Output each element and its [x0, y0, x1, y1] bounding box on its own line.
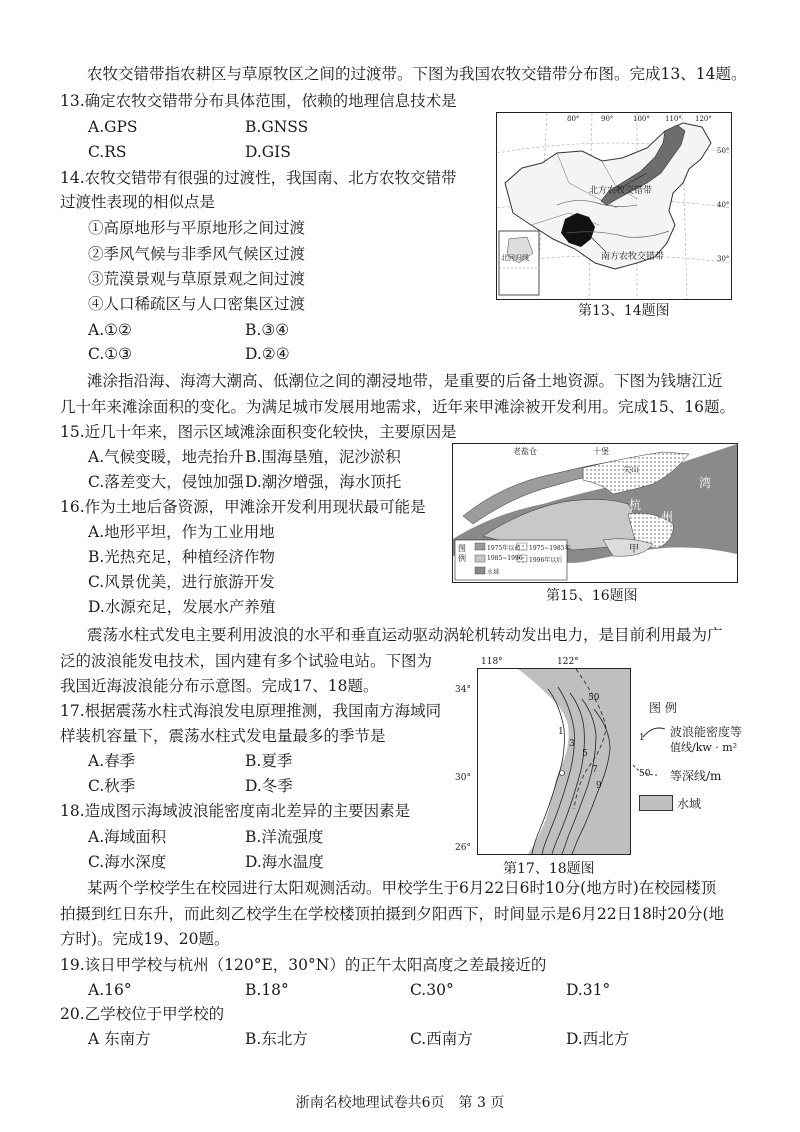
place-laoyancang: 老盐仓 — [513, 447, 537, 456]
q14-option-a: A.①② — [88, 321, 132, 339]
q17-option-a: A.春季 — [88, 752, 136, 770]
q20-option-b: B.东北方 — [245, 1030, 308, 1048]
intro-17-18-line1: 震荡水柱式发电主要利用波浪的水平和垂直运动驱动涡轮机转动发出电力，是目前利用最为广 — [87, 626, 723, 644]
q14-statement-2: ②季风气候与非季风气候区过渡 — [88, 245, 306, 263]
contour-1: 1 — [558, 727, 564, 737]
q14-option-d: D.②④ — [245, 345, 290, 363]
bay-label-wan: 湾 — [699, 476, 712, 490]
contour-9: 9 — [596, 781, 602, 791]
legend-post1996: 1996年以后 — [529, 557, 563, 564]
q14-option-b: B.③④ — [245, 321, 290, 339]
q20-option-c: C.西南方 — [410, 1030, 473, 1048]
q19-option-a: A.16° — [88, 981, 132, 999]
depth-50: 50 — [588, 693, 600, 703]
legend-water: 水域 — [487, 569, 500, 576]
lat-34: 34° — [455, 685, 471, 695]
q20-option-d: D.西北方 — [566, 1030, 630, 1048]
legend-1975-1985: 1975~1985年 — [529, 545, 571, 552]
jia-flat-label: 甲 — [629, 544, 639, 555]
intro-15-16-line1: 滩涂指沿海、海湾大潮高、低潮位之间的潮浸地带，是重要的后备土地资源。下图为钱塘江近 — [87, 372, 723, 390]
wave-energy-graphic — [478, 669, 630, 854]
legend-pre1975: 1975年以前 — [487, 545, 521, 552]
q17-option-b: B.夏季 — [245, 752, 293, 770]
lon-80: 80° — [567, 115, 580, 123]
q18-option-b: B.洋流强度 — [245, 828, 324, 846]
wave-map-frame — [477, 668, 631, 855]
place-jianshan: 尖山 — [623, 465, 639, 474]
q13-option-c: C.RS — [88, 143, 127, 161]
q17-stem-line1: 17.根据震荡水柱式海浪发电原理推测，我国南方海域同 — [60, 702, 442, 720]
q13-stem: 13.确定农牧交错带分布具体范围，依赖的地理信息技术是 — [60, 92, 457, 110]
map3-caption: 第17、18题图 — [503, 861, 595, 877]
q14-statement-3: ③荒漠景观与草原景观之间过渡 — [88, 270, 306, 288]
legend-wave-density-line2: 值线/kw · m² — [670, 741, 738, 754]
q19-option-c: C.30° — [410, 981, 454, 999]
q14-statement-1: ①高原地形与平原地形之间过渡 — [88, 219, 306, 237]
q17-option-c: C.秋季 — [88, 777, 136, 795]
q15-option-d: D.潮汐增强，海水顶托 — [245, 473, 402, 491]
tropic-label: 北回归线 — [501, 254, 529, 262]
lon-122: 122° — [557, 657, 579, 667]
lat-26: 26° — [455, 843, 471, 853]
q15-option-b: B.围海垦殖，泥沙淤积 — [245, 448, 401, 466]
lon-90: 90° — [601, 115, 614, 123]
q17-stem-line2: 样装机容量下，震荡水柱式发电量最多的季节是 — [60, 727, 386, 745]
q15-option-c: C.落差变大，侵蚀加强 — [88, 473, 244, 491]
lat-30: 30° — [455, 773, 471, 783]
legend-water: 水域 — [677, 797, 702, 811]
q18-stem: 18.造成图示海域波浪能密度南北差异的主要因素是 — [60, 802, 411, 820]
intro-15-16-line2: 几十年来滩涂面积的变化。为满足城市发展用地需求，近年来甲滩涂被开发利用。完成15、16题。 — [60, 398, 735, 416]
q16-option-c: C.风景优美，进行旅游开发 — [88, 573, 275, 591]
q18-option-a: A.海域面积 — [88, 828, 167, 846]
lon-118: 118° — [481, 657, 503, 667]
q16-option-b: B.光热充足，种植经济作物 — [88, 548, 275, 566]
q13-option-b: B.GNSS — [245, 118, 309, 136]
place-shibao: 十堡 — [593, 447, 609, 456]
water-swatch — [639, 795, 673, 811]
map1-caption: 第13、14题图 — [578, 303, 670, 319]
q18-option-d: D.海水温度 — [245, 853, 324, 871]
intro-17-18-line3: 我国近海波浪能分布示意图。完成17、18题。 — [60, 677, 379, 695]
lat-40: 40° — [717, 201, 730, 209]
intro-17-18-line2: 泛的波浪能发电技术，国内建有多个试验电站。下图为 — [60, 652, 433, 670]
legend-num-1: 1 — [639, 733, 645, 743]
map2-caption: 第15、16题图 — [546, 588, 638, 604]
farming-pastoral-map — [496, 112, 732, 300]
intro-19-20-line2: 拍摄到红日东升，而此刻乙校学生在学校楼顶拍摄到夕阳西下，时间显示是6月22日18时20分(地 — [60, 905, 725, 923]
legend-1985-1996: 1985~1996 — [487, 555, 523, 562]
q14-statement-4: ④人口稀疏区与人口密集区过渡 — [88, 295, 306, 313]
intro-19-20-line1: 某两个学校学生在校园进行太阳观测活动。甲校学生于6月22日6时10分(地方时)在校园楼顶 — [87, 879, 717, 897]
q14-stem-line1: 14.农牧交错带有很强的过渡性，我国南、北方农牧交错带 — [60, 169, 457, 187]
q18-option-c: C.海水深度 — [88, 853, 167, 871]
q15-stem: 15.近几十年来，图示区域滩涂面积变化较快，主要原因是 — [60, 423, 457, 441]
q13-option-d: D.GIS — [245, 143, 291, 161]
legend-title: 图例 — [458, 544, 466, 563]
page-footer: 浙南名校地理试卷共6页 第 3 页 — [295, 1095, 505, 1111]
lon-110: 110° — [665, 115, 682, 123]
q14-option-c: C.①③ — [88, 345, 133, 363]
north-belt-label: 北方农牧交错带 — [589, 186, 653, 196]
china-map-graphic — [497, 113, 731, 299]
legend-title: 图 例 — [649, 701, 677, 715]
contour-5: 5 — [582, 749, 588, 759]
legend-depth: 等深线/m — [670, 769, 722, 783]
bay-label-hang: 杭 — [629, 498, 642, 512]
legend-num-50: 50 — [639, 769, 651, 779]
q15-option-a: A.气候变暖，地壳抬升 — [88, 448, 244, 466]
intro-13-14: 农牧交错带指农耕区与草原牧区之间的过渡带。下图为我国农牧交错带分布图。完成13、14题。 — [87, 65, 747, 83]
q14-stem-line2: 过渡性表现的相似点是 — [60, 193, 216, 211]
qiantang-tidal-flat-map — [452, 443, 738, 583]
q16-option-a: A.地形平坦，作为工业用地 — [88, 523, 275, 541]
contour-7: 7 — [592, 765, 598, 775]
q20-stem: 20.乙学校位于甲学校的 — [60, 1005, 225, 1023]
wave-energy-figure — [455, 655, 755, 855]
legend-wave-density-line1: 波浪能密度等 — [670, 725, 743, 739]
q19-stem: 19.该日甲学校与杭州（120°E，30°N）的正午太阳高度之差最接近的 — [60, 956, 547, 974]
lat-30: 30° — [717, 255, 730, 263]
q19-option-b: B.18° — [245, 981, 289, 999]
q13-option-a: A.GPS — [88, 118, 138, 136]
contour-line-symbol — [641, 723, 667, 741]
q16-stem: 16.作为土地后备资源，甲滩涂开发利用现状最可能是 — [60, 498, 426, 516]
q19-option-d: D.31° — [566, 981, 611, 999]
q20-option-a: A 东南方 — [88, 1030, 151, 1048]
q17-option-d: D.冬季 — [245, 777, 293, 795]
south-belt-label: 南方农牧交错带 — [601, 252, 665, 262]
lon-100: 100° — [633, 115, 650, 123]
contour-3: 3 — [569, 739, 575, 749]
q16-option-d: D.水源充足，发展水产养殖 — [88, 598, 276, 616]
bay-label-zhou: 州 — [661, 510, 674, 524]
lon-120: 120° — [695, 115, 712, 123]
intro-19-20-line3: 方时)。完成19、20题。 — [60, 930, 230, 948]
lat-50: 50° — [717, 147, 730, 155]
